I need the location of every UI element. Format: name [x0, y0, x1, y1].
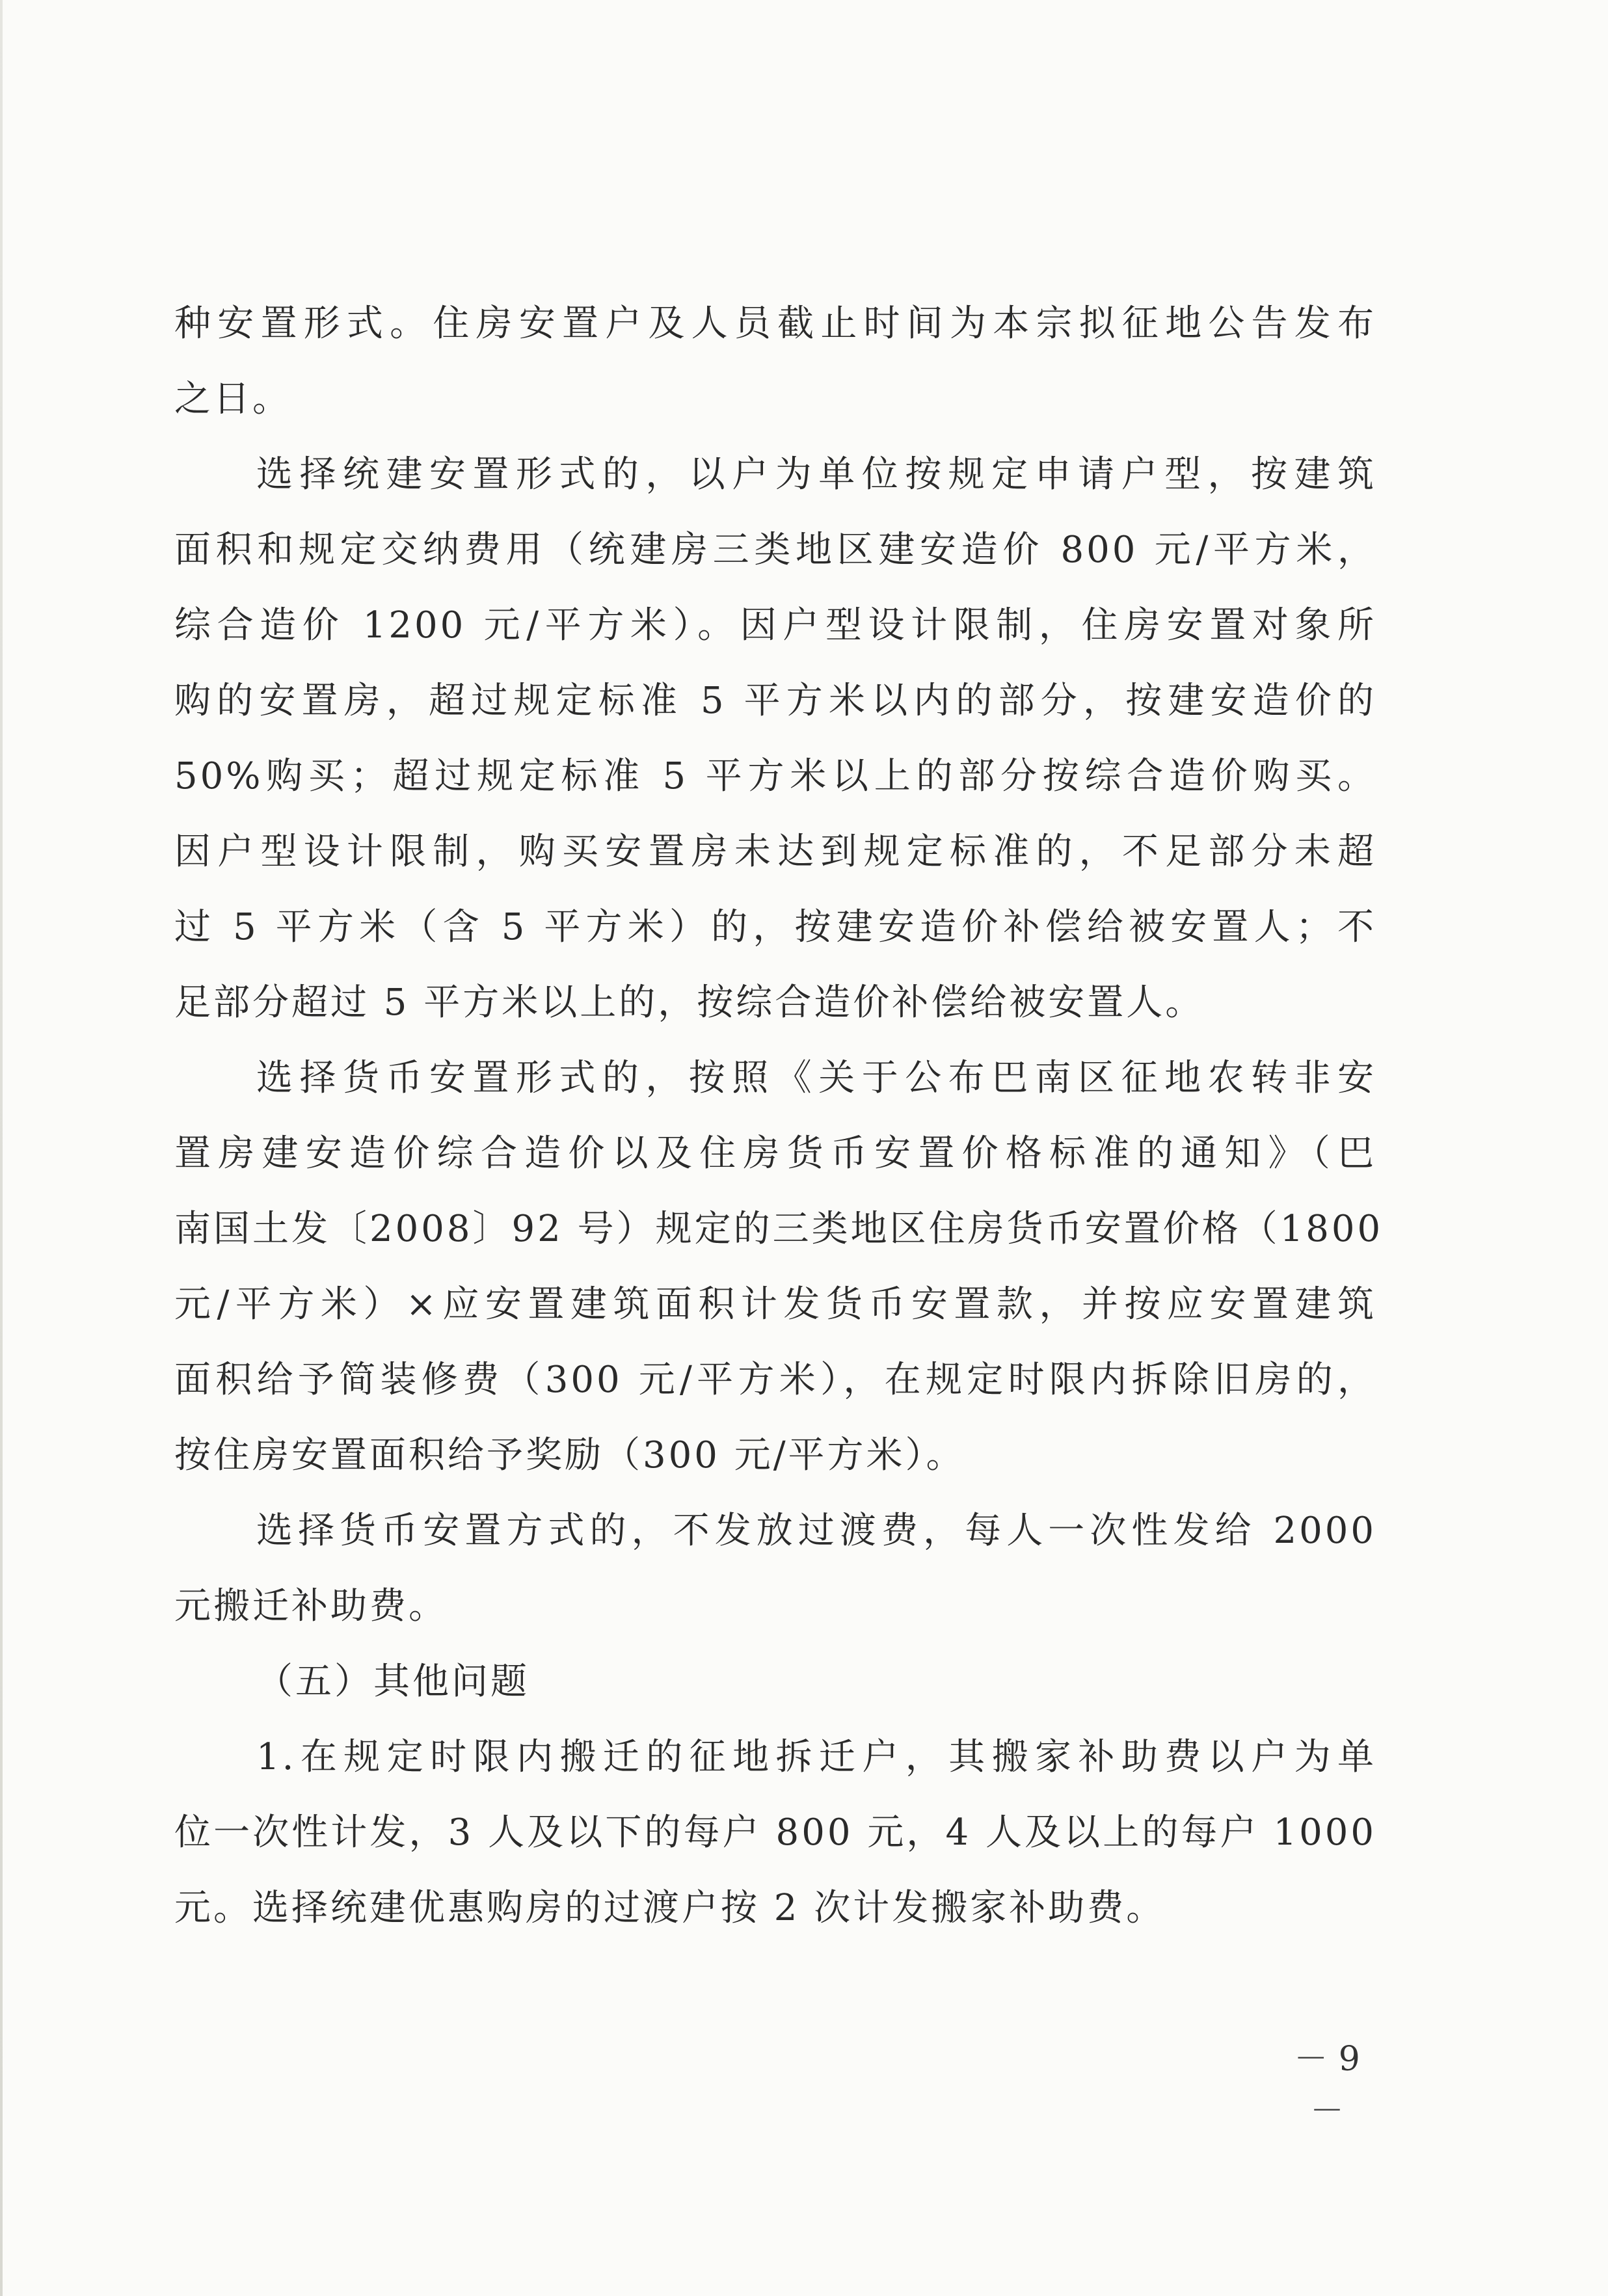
- paragraph-unified-housing-line-6: 因户型设计限制，购买安置房未达到规定标准的，不足部分未超: [174, 831, 1376, 873]
- paragraph-unified-housing-line-2: 面积和规定交纳费用（统建房三类地区建安造价 800 元/平方米，: [174, 529, 1376, 571]
- section-heading-other-issues: （五）其他问题: [256, 1661, 529, 1703]
- paragraph-unified-housing-line-4: 购的安置房，超过规定标准 5 平方米以内的部分，按建安造价的: [174, 680, 1376, 722]
- paragraph-monetary-placement-line-1: 选择货币安置形式的，按照《关于公布巴南区征地农转非安: [256, 1057, 1376, 1099]
- paragraph-monetary-placement-line-6: 按住房安置面积给予奖励（300 元/平方米）。: [174, 1434, 965, 1476]
- paragraph-moving-subsidy-line-2: 位一次性计发，3 人及以下的每户 800 元，4 人及以上的每户 1000: [174, 1811, 1376, 1854]
- paragraph-unified-housing-line-5: 50%购买；超过规定标准 5 平方米以上的部分按综合造价购买。: [174, 755, 1376, 797]
- paragraph-monetary-placement-line-4: 元/平方米）×应安置建筑面积计发货币安置款，并按应安置建筑: [174, 1283, 1376, 1326]
- paragraph-unified-housing-line-8: 足部分超过 5 平方米以上的，按综合造价补偿给被安置人。: [174, 981, 1205, 1024]
- paragraph-moving-subsidy-line-1: 1.在规定时限内搬迁的征地拆迁户，其搬家补助费以户为单: [256, 1736, 1376, 1778]
- paragraph-unified-housing-line-1: 选择统建安置形式的，以户为单位按规定申请户型，按建筑: [256, 453, 1376, 496]
- paragraph-monetary-placement-line-3: 南国土发〔2008〕92 号）规定的三类地区住房货币安置价格（1800: [174, 1208, 1384, 1250]
- paragraph-monetary-placement-line-5: 面积给予简装修费（300 元/平方米），在规定时限内拆除旧房的，: [174, 1359, 1376, 1401]
- paragraph-transition-fee-line-1: 选择货币安置方式的，不发放过渡费，每人一次性发给 2000: [256, 1510, 1376, 1552]
- paragraph-moving-subsidy-line-3: 元。选择统建优惠购房的过渡户按 2 次计发搬家补助费。: [174, 1887, 1166, 1929]
- scan-edge: [0, 0, 3, 2296]
- paragraph-transition-fee-line-2: 元搬迁补助费。: [174, 1585, 448, 1627]
- paragraph-monetary-placement-line-2: 置房建安造价综合造价以及住房货币安置价格标准的通知》（巴: [174, 1132, 1376, 1175]
- paragraph-unified-housing-line-3: 综合造价 1200 元/平方米）。因户型设计限制，住房安置对象所: [174, 604, 1376, 647]
- text-line-1: 种安置形式。住房安置户及人员截止时间为本宗拟征地公告发布: [174, 302, 1376, 345]
- paragraph-unified-housing-line-7: 过 5 平方米（含 5 平方米）的，按建安造价补偿给被安置人；不: [174, 906, 1376, 948]
- text-line-2: 之日。: [174, 378, 291, 420]
- page-number: － 9 －: [1294, 2040, 1360, 2131]
